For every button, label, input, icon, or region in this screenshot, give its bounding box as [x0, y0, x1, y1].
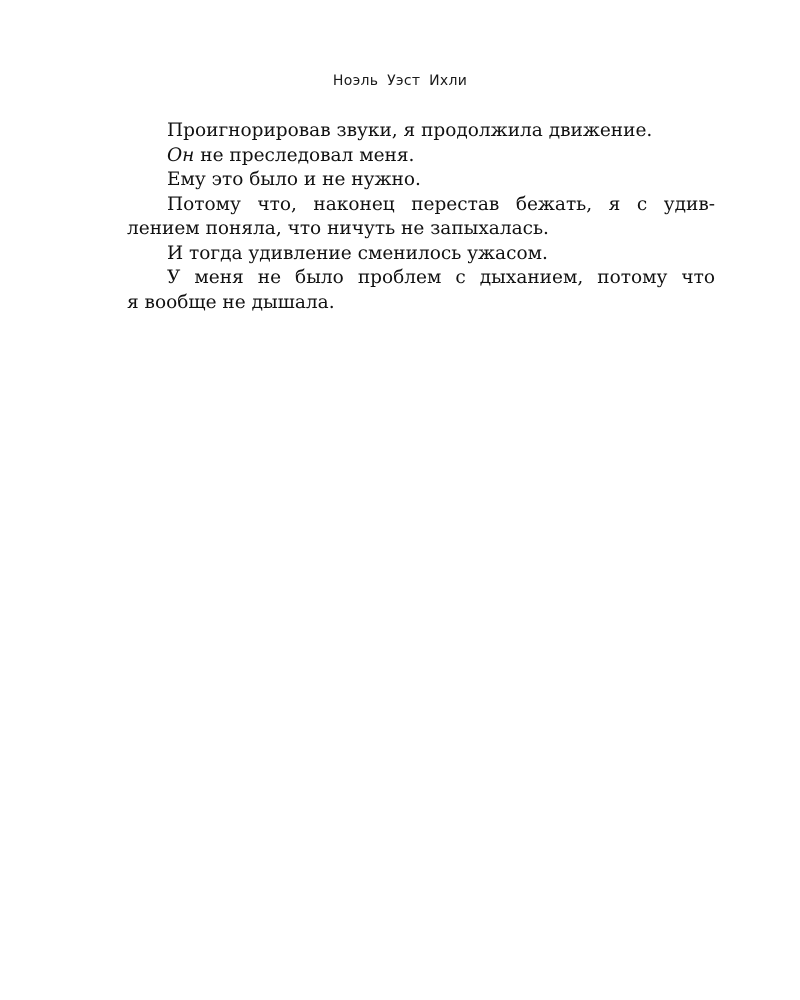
paragraph-2-rest: не преследовал меня. — [194, 144, 415, 166]
paragraph-6-line-1: У меня не было проблем с дыханием, потому что — [167, 267, 715, 288]
body-text — [127, 119, 715, 315]
italic-pronoun: Он — [167, 144, 195, 166]
paragraph-5: И тогда удивление сменилось ужасом. — [167, 242, 548, 264]
paragraph-6-line-2: я вообще не дышала. — [127, 291, 335, 313]
running-head: Ноэль Уэст Ихли — [332, 73, 468, 89]
paragraph-4-line-2: лением поняла, что ничуть не запыхалась. — [127, 218, 549, 239]
paragraph-4-line-1: Потому что, наконец перестав бежать, я с удив- — [167, 193, 715, 215]
paragraph-3: Ему это было и не нужно. — [167, 169, 421, 190]
paragraph-1: Проигнорировав звуки, я продолжила движение. — [167, 120, 653, 141]
paragraph-2 — [127, 144, 715, 169]
